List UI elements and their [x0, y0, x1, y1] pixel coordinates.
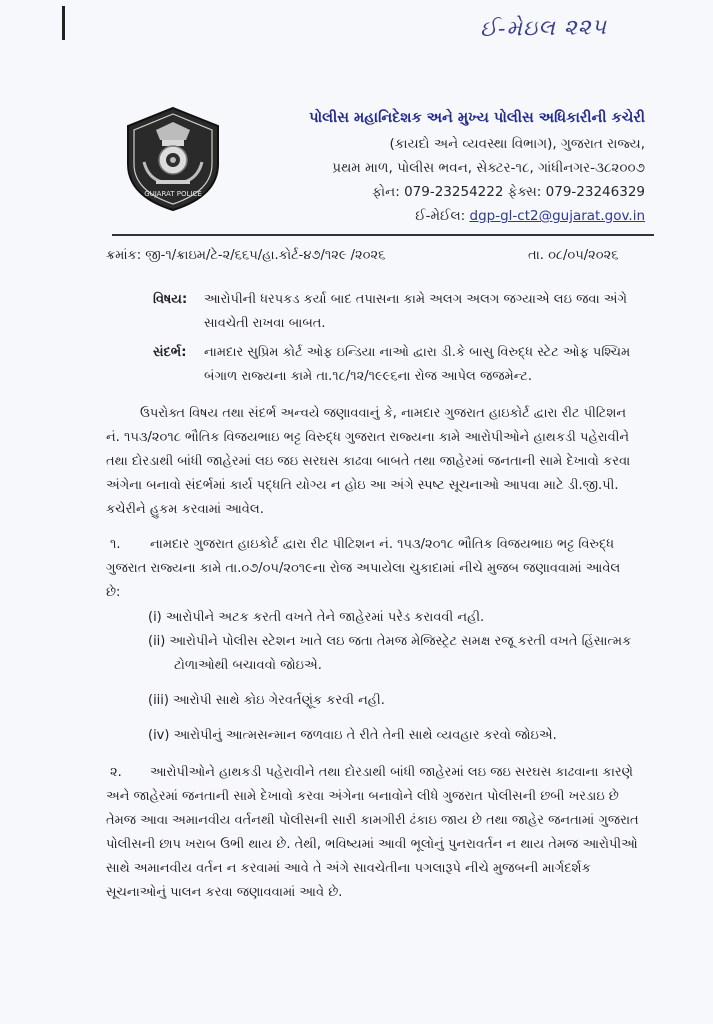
- citation-line-2: બંગાળ રાજ્યના કામે તા.૧૮/૧૨/૧૯૯૬ના રોજ આપેલ જજમેન્ટ.: [204, 369, 532, 384]
- point-1-item: (ii) આરોપીને પોલીસ સ્ટેશન ખાતે લઇ જતા તેમજ મેજિસ્ટ્રેટ સમક્ષ રજૂ કરતી વખતે હિંસાત્મક: [148, 634, 632, 649]
- point-1-number: ૧.: [110, 537, 121, 552]
- subject-line-1: આરોપીની ધરપકડ કર્યા બાદ તપાસના કામે અલગ અલગ જગ્યાએ લઇ જવા અંગે: [204, 292, 627, 307]
- intro-line: નં. ૧૫૩/૨૦૧૮ ભૌતિક વિજયભાઇ ભટ્ટ વિરુદ્ધ ગુજરાત રાજ્યના કામે આરોપીઓને હાથકડી પહેરાવીને: [106, 430, 630, 445]
- email-label: ઈ-મેઈલ:: [415, 208, 470, 224]
- reference-date: તા. ૦૮/૦૫/૨૦૨૬: [528, 248, 619, 263]
- point-1-line: છે:: [106, 585, 121, 600]
- point-1-line: નામદાર ગુજરાત હાઇકોર્ટ દ્વારા રીટ પીટિશન નં. ૧૫૩/૨૦૧૮ ભૌતિક વિજયભાઇ ભટ્ટ વિરુદ્ધ: [150, 537, 615, 552]
- intro-line: ઉપરોક્ત વિષય તથા સંદર્ભ અન્વયે જણાવવાનું કે, નામદાર ગુજરાત હાઇકોર્ટ દ્વારા રીટ પીટિશન: [140, 406, 627, 421]
- point-1-item: (i) આરોપીને અટક કરતી વખતે તેને જાહેરમાં પરેડ કરાવવી નહી.: [148, 610, 485, 625]
- point-2-line: પોલીસની છાપ ખરાબ ઉભી થાય છે. તેથી, ભવિષ્યમાં આવી ભૂલોનું પુનરાવર્તન ન થાય તેમજ આરોપીઓ: [106, 837, 638, 852]
- office-title: પોલીસ મહાનિદેશક અને મુખ્ય પોલીસ અધિકારીની કચેરી: [309, 110, 645, 126]
- point-1-item: (iii) આરોપી સાથે કોઇ ગેરવર્તણૂંક કરવી નહી.: [148, 693, 385, 708]
- reference-number: ક્રમાંક: જી-૧/ક્રાઇમ/ટે-૨/૬૬૫/હા.કોર્ટ-૪૭/૧૨૯ /૨૦૨૬: [106, 248, 386, 263]
- citation-line-1: નામદાર સુપ્રિમ કોર્ટ ઓફ ઇન્ડિયા નાઓ દ્વારા ડી.કે બાસુ વિરુદ્ધ સ્ટેટ ઓફ પશ્ચિમ: [204, 345, 631, 360]
- header-divider: [112, 234, 654, 236]
- margin-pen-mark: [62, 6, 65, 40]
- office-phone: ફોન: 079-23254222 ફેક્સ: 079-23246329: [372, 184, 645, 200]
- point-2-line: આરોપીઓને હાથકડી પહેરાવીને તથા દોરડાથી બાંધી જાહેરમાં લઇ જઇ સરઘસ કાઢવાના કારણે: [150, 765, 633, 780]
- handwritten-email-note: ઈ-મેઇલ ૨૨૫: [479, 14, 608, 43]
- office-department: (કાયદો અને વ્યવસ્થા વિભાગ), ગુજરાત રાજ્ય,: [389, 136, 645, 152]
- email-link[interactable]: dgp-gl-ct2@gujarat.gov.in: [469, 208, 645, 224]
- office-email-line: [415, 208, 645, 224]
- point-2-line: અને જાહેરમાં જનતાની સામે દેખાવો કરવા અંગેના બનાવોને લીધે ગુજરાત પોલીસની છબી ખરડાઇ છે: [106, 789, 619, 804]
- gujarat-police-emblem-icon: [118, 104, 228, 214]
- point-1-item: ટોળાઓથી બચાવવો જોઇએ.: [174, 658, 322, 673]
- intro-line: અંગેના બનાવો સંદર્ભમાં કાર્ય પદ્ધતિ યોગ્ય ન હોઇ આ અંગે સ્પષ્ટ સૂચનાઓ આપવા માટે ડી.જી.પી.: [106, 478, 619, 493]
- office-address: પ્રથમ માળ, પોલીસ ભવન, સેક્ટર-૧૮, ગાંધીનગર-૩૮૨૦૦૭: [332, 160, 645, 176]
- point-1-line: ગુજરાત રાજ્યના કામે તા.૦૭/૦૫/૨૦૧૯ના રોજ અપાયેલા ચુકાદામાં નીચે મુજબ જણાવવામાં આવેલ: [106, 561, 621, 576]
- intro-line: તથા દોરડાથી બાંધી જાહેરમાં લઇ જઇ સરઘસ કાઢવા બાબતે તથા જાહેરમાં જનતાની સામે દેખાવો કરવા: [106, 454, 631, 469]
- subject-line-2: સાવચેતી રાખવા બાબત.: [204, 316, 326, 331]
- point-2-line: સૂચનાઓનું પાલન કરવા જણાવવામાં આવે છે.: [106, 885, 343, 900]
- subject-label: વિષય:: [153, 292, 188, 307]
- point-2-line: સાથે અમાનવીય વર્તન ન કરવામાં આવે તે અંગે સાવચેતીના પગલારૂપે નીચે મુજબની માર્ગદર્શક: [106, 861, 591, 876]
- point-2-number: ૨.: [110, 765, 122, 780]
- intro-line: કચેરીને હુકમ કરવામાં આવેલ.: [106, 502, 264, 517]
- point-2-line: તેમજ આવા અમાનવીય વર્તનથી પોલીસની સારી કામગીરી ઢંકાઇ જાય છે તથા જાહેર જનતામાં ગુજરાત: [106, 813, 639, 828]
- emblem-text: GUJARAT POLICE: [144, 190, 202, 198]
- citation-label: સંદર્ભ:: [153, 345, 187, 360]
- point-1-item: (iv) આરોપીનું આત્મસન્માન જળવાઇ તે રીતે તેની સાથે વ્યવહાર કરવો જોઇએ.: [148, 728, 557, 743]
